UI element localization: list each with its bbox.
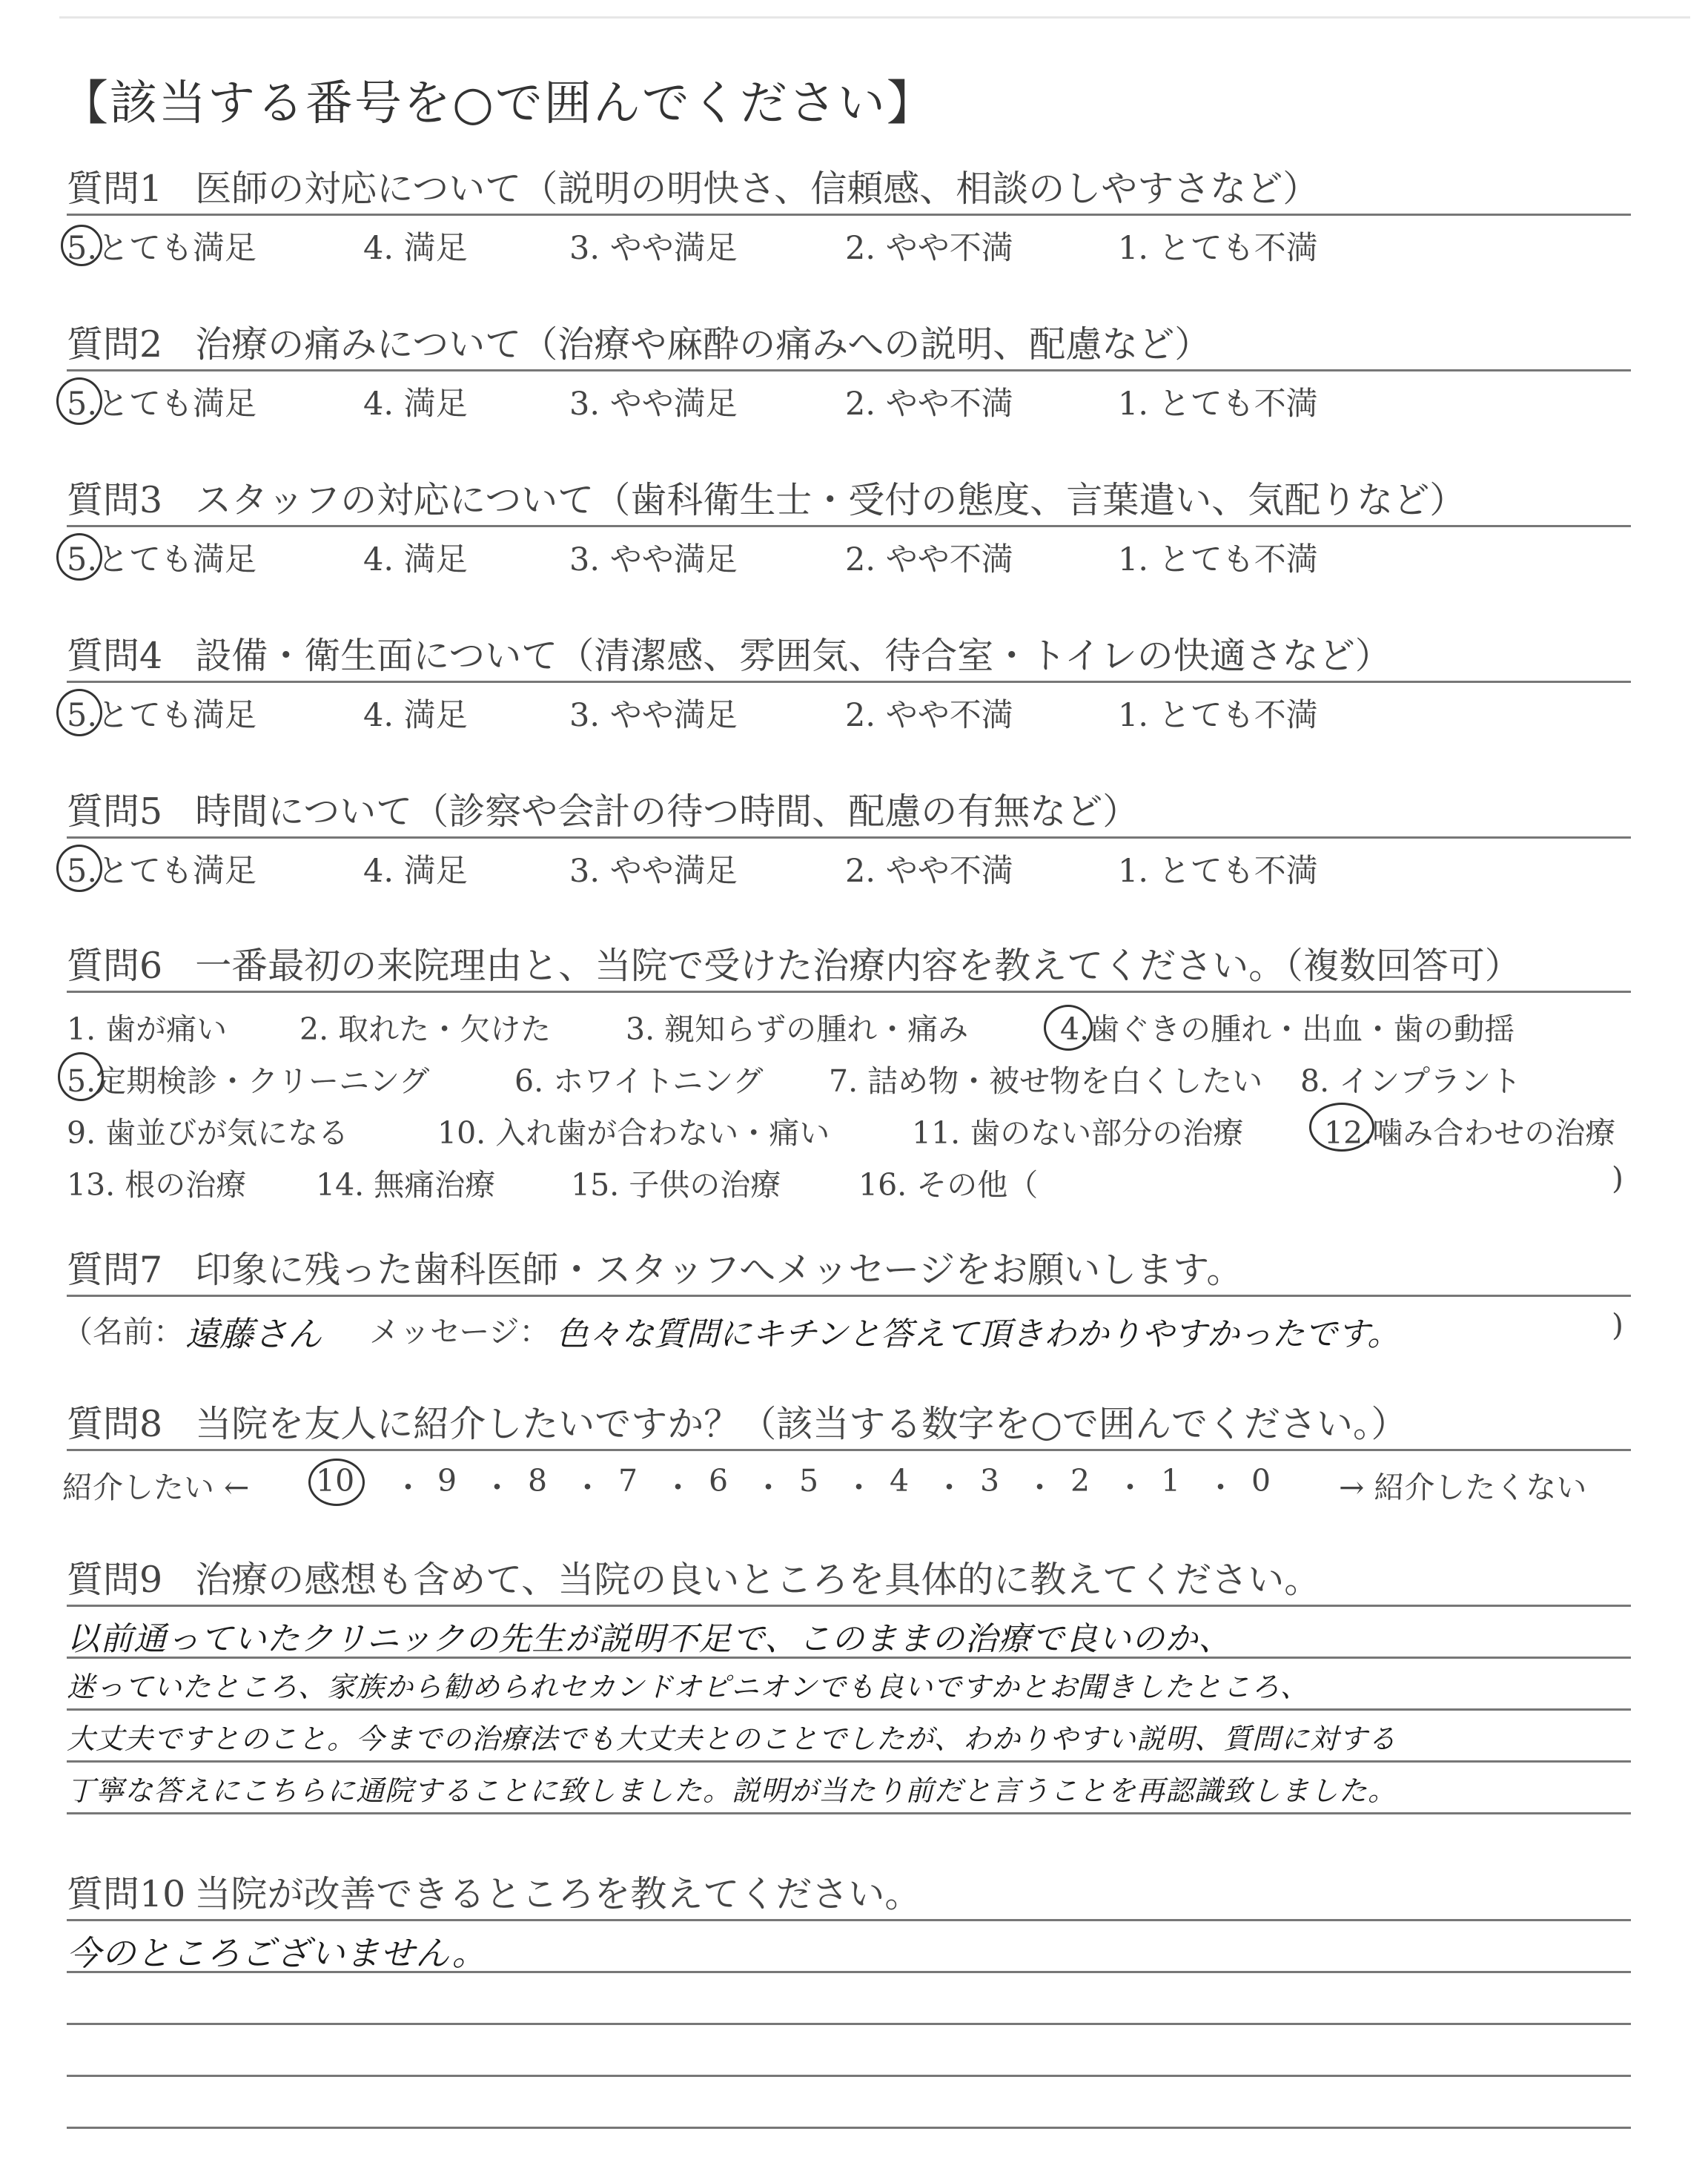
question-10 bbox=[67, 1870, 1631, 2141]
scale-dot: ・ bbox=[1115, 1470, 1145, 1505]
selected-circle-mark bbox=[56, 377, 102, 425]
scale-dot: ・ bbox=[572, 1470, 603, 1505]
scale-value[interactable]: 7 bbox=[618, 1463, 638, 1499]
question-number: 質問1 bbox=[67, 168, 163, 210]
selected-circle-mark bbox=[56, 845, 102, 892]
question-5 bbox=[67, 787, 1631, 891]
scale-dot: ・ bbox=[393, 1470, 423, 1505]
selected-circle-mark bbox=[56, 689, 102, 736]
name-label: （名前： bbox=[62, 1314, 184, 1350]
handwritten-line: 以前通っていたクリニックの先生が説明不足で、このままの治療で良いのか、 bbox=[67, 1620, 1232, 1658]
reason-option[interactable]: 13. 根の治療 bbox=[67, 1167, 247, 1203]
scale-value[interactable]: 3 bbox=[980, 1463, 1000, 1499]
options-row bbox=[67, 683, 1631, 735]
reason-option[interactable]: 10. 入れ歯が合わない・痛い bbox=[437, 1115, 830, 1151]
question-text: 治療の痛みについて（治療や麻酔の痛みへの説明、配慮など） bbox=[195, 323, 1211, 366]
answer-line bbox=[67, 1812, 1631, 1814]
question-number: 質問5 bbox=[67, 790, 163, 833]
handwritten-line: 大丈夫ですとのこと。今までの治療法でも大丈夫とのことでしたが、わかりやすい説明、質問に対する bbox=[67, 1723, 1397, 1755]
question-number: 質問7 bbox=[67, 1249, 163, 1291]
question-text: 当院を友人に紹介したいですか？（該当する数字を○で囲んでください。） bbox=[195, 1403, 1408, 1445]
option-5[interactable]: 5.とても満足 bbox=[67, 541, 257, 578]
reason-options bbox=[67, 993, 1631, 1215]
question-text: 治療の感想も含めて、当院の良いところを具体的に教えてください。 bbox=[195, 1559, 1321, 1601]
scale-value[interactable]: 10 bbox=[316, 1463, 355, 1499]
question-text: 印象に残った歯科医師・スタッフへメッセージをお願いします。 bbox=[195, 1249, 1243, 1291]
option-1[interactable]: 1. とても不満 bbox=[1118, 386, 1318, 423]
question-7 bbox=[62, 1246, 1631, 1356]
option-1[interactable]: 1. とても不満 bbox=[1118, 230, 1318, 267]
reason-option[interactable]: 11. 歯のない部分の治療 bbox=[912, 1115, 1244, 1151]
option-4[interactable]: 4. 満足 bbox=[363, 230, 468, 267]
message-label: メッセージ： bbox=[369, 1314, 550, 1350]
scale-dot: ・ bbox=[753, 1470, 784, 1505]
question-text: 一番最初の来院理由と、当院で受けた治療内容を教えてください。（複数回答可） bbox=[195, 945, 1521, 987]
reason-option[interactable]: 7. 詰め物・被せ物を白くしたい bbox=[829, 1063, 1263, 1099]
option-3[interactable]: 3. やや満足 bbox=[569, 230, 738, 267]
reason-option[interactable]: 3. 親知らずの腫れ・痛み bbox=[626, 1011, 969, 1047]
question-text: 時間について（診察や会計の待つ時間、配慮の有無など） bbox=[195, 790, 1139, 833]
good-points-answer bbox=[67, 1605, 1631, 1827]
selected-circle-mark bbox=[308, 1459, 365, 1506]
reason-option[interactable]: 2. 取れた・欠けた bbox=[299, 1011, 552, 1047]
answer-line bbox=[67, 1760, 1631, 1763]
scale-dot: ・ bbox=[844, 1470, 874, 1505]
question-number: 質問6 bbox=[67, 945, 163, 987]
question-3 bbox=[67, 476, 1631, 579]
option-3[interactable]: 3. やや満足 bbox=[569, 853, 738, 890]
handwritten-line: 迷っていたところ、家族から勧められセカンドオピニオンでも良いですかとお聞きしたところ、 bbox=[67, 1671, 1309, 1703]
question-text: スタッフの対応について（歯科衛生士・受付の態度、言葉遣い、気配りなど） bbox=[195, 479, 1466, 521]
reason-option[interactable]: 1. 歯が痛い bbox=[67, 1011, 228, 1047]
question-text: 当院が改善できるところを教えてください。 bbox=[194, 1873, 921, 1915]
question-8 bbox=[62, 1400, 1631, 1510]
selected-circle-mark bbox=[56, 533, 102, 581]
scale-dot: ・ bbox=[1205, 1470, 1236, 1505]
scale-dot: ・ bbox=[482, 1470, 512, 1505]
scale-right-label: → 紹介したくない bbox=[1339, 1470, 1587, 1505]
reason-option[interactable]: 15. 子供の治療 bbox=[571, 1167, 781, 1203]
answer-line bbox=[67, 1708, 1631, 1711]
reason-option[interactable]: 16. その他（ bbox=[858, 1167, 1039, 1203]
message-value[interactable]: 色々な質問にキチンと答えて頂きわかりやすかったです。 bbox=[556, 1315, 1400, 1353]
form-title: 【該当する番号を○で囲んでください】 bbox=[61, 76, 936, 131]
question-text: 設備・衛生面について（清潔感、雰囲気、待合室・トイレの快適さなど） bbox=[195, 635, 1391, 677]
selected-circle-mark bbox=[1044, 1005, 1093, 1051]
option-4[interactable]: 4. 満足 bbox=[363, 541, 468, 578]
options-row bbox=[67, 839, 1631, 891]
option-1[interactable]: 1. とても不満 bbox=[1118, 853, 1318, 890]
question-number: 質問10 bbox=[67, 1873, 186, 1915]
option-4[interactable]: 4. 満足 bbox=[363, 697, 468, 734]
scale-value[interactable]: 1 bbox=[1161, 1463, 1181, 1499]
option-1[interactable]: 1. とても不満 bbox=[1118, 697, 1318, 734]
option-2[interactable]: 2. やや不満 bbox=[845, 697, 1013, 734]
question-6 bbox=[67, 942, 1631, 1215]
question-number: 質問9 bbox=[67, 1559, 163, 1601]
scale-value[interactable]: 5 bbox=[799, 1463, 819, 1499]
question-2 bbox=[67, 320, 1631, 423]
reason-option[interactable]: 14. 無痛治療 bbox=[316, 1167, 496, 1203]
recommend-scale bbox=[62, 1451, 1631, 1510]
improvement-answer bbox=[67, 1919, 1631, 2141]
question-number: 質問2 bbox=[67, 323, 163, 366]
option-4[interactable]: 4. 満足 bbox=[363, 853, 468, 890]
scale-left-label: 紹介したい ← bbox=[62, 1470, 250, 1505]
handwritten-line: 丁寧な答えにこちらに通院することに致しました。説明が当たり前だと言うことを再認識致しました。 bbox=[67, 1774, 1397, 1807]
scale-value[interactable]: 2 bbox=[1070, 1463, 1090, 1499]
top-divider bbox=[59, 16, 1690, 19]
message-close-paren: ) bbox=[1612, 1307, 1623, 1343]
option-3[interactable]: 3. やや満足 bbox=[569, 386, 738, 423]
message-row bbox=[62, 1297, 1631, 1356]
options-row bbox=[67, 527, 1631, 579]
option-3[interactable]: 3. やや満足 bbox=[569, 697, 738, 734]
option-2[interactable]: 2. やや不満 bbox=[845, 386, 1013, 423]
reason-option[interactable]: 4.歯ぐきの腫れ・出血・歯の動揺 bbox=[1060, 1011, 1515, 1047]
question-9 bbox=[67, 1556, 1631, 1827]
answer-line bbox=[67, 2127, 1631, 2129]
option-5[interactable]: 5.とても満足 bbox=[67, 697, 257, 734]
handwritten-line: 今のところございません。 bbox=[67, 1933, 487, 1973]
scale-dot: ・ bbox=[1025, 1470, 1055, 1505]
option-2[interactable]: 2. やや不満 bbox=[845, 230, 1013, 267]
answer-line bbox=[67, 2023, 1631, 2025]
scale-value[interactable]: 8 bbox=[528, 1463, 548, 1499]
question-number: 質問4 bbox=[67, 635, 163, 677]
answer-line bbox=[67, 2075, 1631, 2077]
reason-option[interactable]: 12.噛み合わせの治療 bbox=[1324, 1115, 1616, 1151]
selected-circle-mark bbox=[58, 1052, 104, 1101]
other-close-paren: ) bbox=[1612, 1160, 1623, 1196]
option-5[interactable]: 5.とても満足 bbox=[67, 230, 257, 267]
scale-value[interactable]: 9 bbox=[437, 1463, 457, 1499]
options-row bbox=[67, 216, 1631, 268]
option-5[interactable]: 5.とても満足 bbox=[67, 853, 257, 890]
scale-dot: ・ bbox=[663, 1470, 693, 1505]
scale-value[interactable]: 4 bbox=[890, 1463, 910, 1499]
selected-circle-mark bbox=[1309, 1103, 1374, 1152]
question-4 bbox=[67, 632, 1631, 735]
selected-circle-mark bbox=[61, 225, 102, 266]
question-text: 医師の対応について（説明の明快さ、信頼感、相談のしやすさなど） bbox=[195, 168, 1320, 210]
scale-value[interactable]: 0 bbox=[1251, 1463, 1271, 1499]
option-4[interactable]: 4. 満足 bbox=[363, 386, 468, 423]
option-2[interactable]: 2. やや不満 bbox=[845, 541, 1013, 578]
question-1 bbox=[67, 165, 1631, 268]
question-number: 質問8 bbox=[67, 1403, 163, 1445]
option-1[interactable]: 1. とても不満 bbox=[1118, 541, 1318, 578]
scale-dot: ・ bbox=[934, 1470, 964, 1505]
reason-option[interactable]: 8. インプラント bbox=[1300, 1063, 1522, 1099]
name-value[interactable]: 遠藤さん bbox=[185, 1314, 322, 1354]
reason-option[interactable]: 9. 歯並びが気になる bbox=[67, 1115, 349, 1151]
reason-option[interactable]: 6. ホワイトニング bbox=[514, 1063, 764, 1099]
question-number: 質問3 bbox=[67, 479, 163, 521]
option-3[interactable]: 3. やや満足 bbox=[569, 541, 738, 578]
reason-option[interactable]: 5.定期検診・クリーニング bbox=[67, 1063, 430, 1099]
scale-value[interactable]: 6 bbox=[709, 1463, 729, 1499]
options-row bbox=[67, 371, 1631, 423]
answer-line bbox=[67, 1919, 1631, 1921]
option-2[interactable]: 2. やや不満 bbox=[845, 853, 1013, 890]
option-5[interactable]: 5.とても満足 bbox=[67, 386, 257, 423]
answer-line bbox=[67, 1605, 1631, 1607]
